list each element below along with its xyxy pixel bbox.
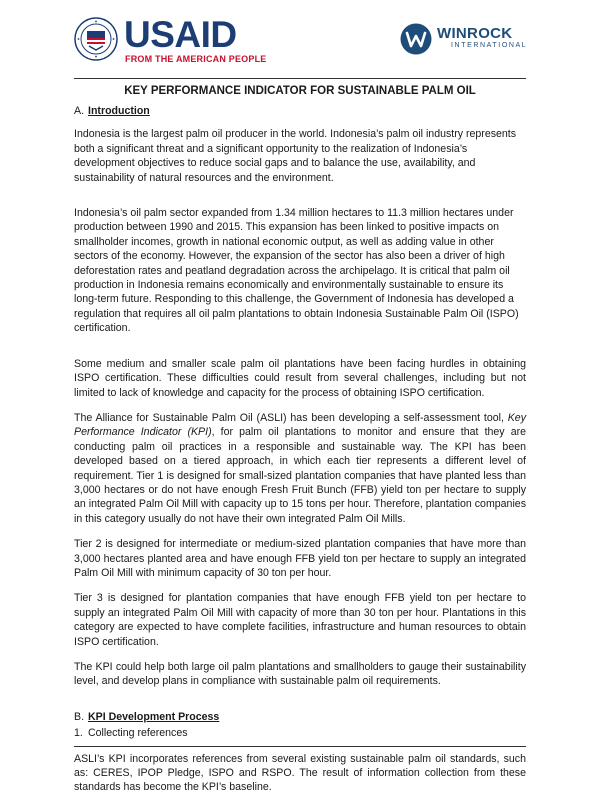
- winrock-name: WINROCK: [437, 25, 513, 42]
- document-body: [74, 104, 526, 806]
- intro-paragraph-5: Tier 2 is designed for intermediate or medium-sized plantation companies that have more than 3,000 hectares planted area and have enough FFB yield ton per hectare to supply an integrated Palm Oil Mill with minimum capacity of 30 ton per hour.: [74, 538, 526, 579]
- bottom-divider: [74, 746, 526, 747]
- intro-paragraph-7: The KPI could help both large oil palm plantations and smallholders to gauge their sustainability level, and develop plans in compliance with sustainable palm oil requirements.: [74, 661, 526, 688]
- p4-before: The Alliance for Sustainable Palm Oil (ASLI) has been developing a self-assessment tool,: [74, 411, 508, 424]
- page-header: [0, 0, 600, 75]
- process-paragraph-1: ASLI’s KPI incorporates references from several existing sustainable palm oil standards, such as: CERES, IPOP Pledge, ISPO and RSPO. The result of information collection from these standards has become the KPI’s baseline.: [74, 752, 526, 794]
- section-b-item-1: [74, 726, 526, 740]
- section-a-letter: A.: [74, 105, 85, 117]
- kpi-italic-term: Key Performance Indicator (KPI): [74, 411, 526, 439]
- section-b-letter: B.: [74, 710, 85, 723]
- winrock-logo-icon: [400, 23, 432, 55]
- item-1-label: Collecting references: [88, 727, 188, 740]
- usaid-wordmark: USAID: [124, 14, 237, 55]
- item-1-number: 1.: [74, 727, 83, 740]
- intro-paragraph-2: Indonesia’s oil palm sector expanded from 1.34 million hectares to 11.3 million hectares under production between 1990 and 2015. This expansion has been linked to positive impacts on smallholder incomes, growth in national economic output, as well as adding value in other sectors of the economy. However, the expansion of the sector has also been a driver of high deforestation rates and peatland degradation across the archipelago. It is critical that palm oil production in Indonesia remains economically and environmentally sustainable to ensure its long-term future. Responding to this challenge, the Government of Indonesia has developed a regulation that requires all oil palm plantations to obtain Indonesia Sustainable Palm Oil (ISPO) certification.: [74, 207, 519, 335]
- intro-paragraph-1: Indonesia is the largest palm oil producer in the world. Indonesia’s palm oil industry represents both a significant threat and a significant opportunity to the realization of Indonesia’s development objectives to reduce social gaps and to balance the use, availability, and sustainability of natural resources and the environment.: [74, 128, 517, 184]
- section-a-title: Introduction: [88, 105, 150, 117]
- section-b-title: KPI Development Process: [88, 710, 220, 723]
- intro-paragraph-4: [74, 411, 526, 526]
- usaid-tagline: FROM THE AMERICAN PEOPLE: [125, 54, 267, 64]
- usaid-seal-logo: [74, 17, 118, 61]
- winrock-subtitle: INTERNATIONAL: [451, 42, 528, 49]
- section-a-heading: [74, 104, 526, 118]
- top-divider: [74, 78, 526, 79]
- p4-after: , for palm oil plantations to monitor and ensure that they are conducting palm oil practices in a responsible and sustainable way. The KPI has been developed based on a tiered approach, in which each tier represents a different level of requirement. Tier 1 is designed for small-sized plantation companies that have planted less than 3,000 hectares or do not have enough Fresh Fruit Bunch (FFB) yield ton per hectare to supply an integrated Palm Oil Mill with capacity up to 15 tons per hour. Therefore, plantation companies in this category usually do not have their own integrated Palm Oil Mills.: [74, 426, 527, 525]
- section-b-heading: [74, 710, 526, 724]
- intro-paragraph-3: Some medium and smaller scale palm oil plantations have been facing hurdles in obtaining ISPO certification. These difficulties could result from several challenges, including but not limited to lack of knowledge and capacity for the process of obtaining ISPO certification.: [74, 357, 526, 399]
- intro-paragraph-6: Tier 3 is designed for plantation companies that have enough FFB yield ton per hectare to supply an integrated Palm Oil Mill with capacity of more than 30 ton per hour. Plantations in this category are expected to have complete facilities, infrastructure and human resources to obtain ISPO certification.: [74, 592, 526, 648]
- document-title: KEY PERFORMANCE INDICATOR FOR SUSTAINABLE PALM OIL: [124, 85, 476, 97]
